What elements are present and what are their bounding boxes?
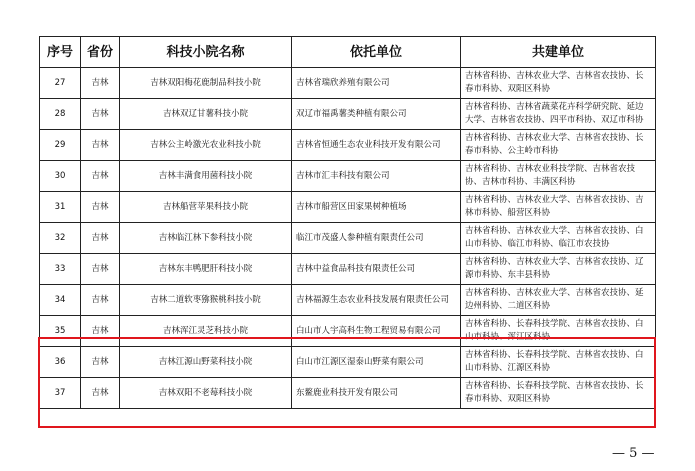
cell-no: 28 bbox=[40, 99, 81, 130]
cell-province: 吉林 bbox=[81, 99, 120, 130]
cell-partners: 吉林省科协、吉林农业大学、吉林省农技协、延边州科协、二道区科协 bbox=[461, 285, 656, 316]
project-table bbox=[39, 36, 656, 409]
table-row bbox=[40, 347, 656, 378]
cell-partners: 吉林省科协、长春科技学院、吉林省农技协、白山市科协、浑江区科协 bbox=[461, 316, 656, 347]
table-row bbox=[40, 130, 656, 161]
cell-province: 吉林 bbox=[81, 161, 120, 192]
cell-no: 30 bbox=[40, 161, 81, 192]
cell-no: 29 bbox=[40, 130, 81, 161]
cell-host: 吉林省恒通生态农业科技开发有限公司 bbox=[292, 130, 461, 161]
table-row bbox=[40, 223, 656, 254]
table-row bbox=[40, 99, 656, 130]
cell-host: 双辽市福禹薯类种植有限公司 bbox=[292, 99, 461, 130]
cell-province: 吉林 bbox=[81, 254, 120, 285]
cell-no: 31 bbox=[40, 192, 81, 223]
cell-name: 吉林二道软枣猕猴桃科技小院 bbox=[120, 285, 292, 316]
cell-name: 吉林丰满食用菌科技小院 bbox=[120, 161, 292, 192]
table-row bbox=[40, 161, 656, 192]
cell-host: 吉林省瑞欣养殖有限公司 bbox=[292, 68, 461, 99]
cell-name: 吉林临江林下参科技小院 bbox=[120, 223, 292, 254]
cell-province: 吉林 bbox=[81, 316, 120, 347]
cell-host: 白山市江源区湿泰山野菜有限公司 bbox=[292, 347, 461, 378]
table-row bbox=[40, 68, 656, 99]
table-header-row bbox=[40, 37, 656, 68]
cell-province: 吉林 bbox=[81, 347, 120, 378]
cell-host: 吉林市船营区田家果树种植场 bbox=[292, 192, 461, 223]
cell-province: 吉林 bbox=[81, 192, 120, 223]
cell-no: 34 bbox=[40, 285, 81, 316]
header-partners: 共建单位 bbox=[461, 37, 656, 68]
cell-partners: 吉林省科协、吉林农业大学、吉林省农技协、吉林市科协、船营区科协 bbox=[461, 192, 656, 223]
cell-name: 吉林浑江灵芝科技小院 bbox=[120, 316, 292, 347]
cell-province: 吉林 bbox=[81, 223, 120, 254]
table-row bbox=[40, 192, 656, 223]
table-body bbox=[40, 68, 656, 409]
table-row bbox=[40, 378, 656, 409]
cell-no: 35 bbox=[40, 316, 81, 347]
cell-partners: 吉林省科协、吉林农业科技学院、吉林省农技协、吉林市科协、丰满区科协 bbox=[461, 161, 656, 192]
cell-no: 37 bbox=[40, 378, 81, 409]
cell-name: 吉林双辽甘薯科技小院 bbox=[120, 99, 292, 130]
cell-name: 吉林东丰鸭肥肝科技小院 bbox=[120, 254, 292, 285]
header-name: 科技小院名称 bbox=[120, 37, 292, 68]
table-row bbox=[40, 254, 656, 285]
header-province: 省份 bbox=[81, 37, 120, 68]
cell-name: 吉林公主岭激光农业科技小院 bbox=[120, 130, 292, 161]
cell-no: 32 bbox=[40, 223, 81, 254]
cell-host: 白山市人宇高科生物工程贸易有限公司 bbox=[292, 316, 461, 347]
cell-province: 吉林 bbox=[81, 285, 120, 316]
cell-host: 吉林中益食品科技有限责任公司 bbox=[292, 254, 461, 285]
header-host: 依托单位 bbox=[292, 37, 461, 68]
cell-partners: 吉林省科协、吉林农业大学、吉林省农技协、长春市科协、双阳区科协 bbox=[461, 68, 656, 99]
cell-name: 吉林船营苹果科技小院 bbox=[120, 192, 292, 223]
cell-no: 36 bbox=[40, 347, 81, 378]
cell-partners: 吉林省科协、吉林农业大学、吉林省农技协、白山市科协、临江市科协、临江市农技协 bbox=[461, 223, 656, 254]
cell-host: 吉林市汇丰科技有限公司 bbox=[292, 161, 461, 192]
table-row bbox=[40, 285, 656, 316]
cell-partners: 吉林省科协、吉林省蔬菜花卉科学研究院、延边大学、吉林省农技协、四平市科协、双辽市科协 bbox=[461, 99, 656, 130]
table-row bbox=[40, 316, 656, 347]
cell-name: 吉林江源山野菜科技小院 bbox=[120, 347, 292, 378]
cell-province: 吉林 bbox=[81, 378, 120, 409]
cell-partners: 吉林省科协、吉林农业大学、吉林省农技协、长春市科协、公主岭市科协 bbox=[461, 130, 656, 161]
cell-host: 临江市茂盛人参种植有限责任公司 bbox=[292, 223, 461, 254]
header-no: 序号 bbox=[40, 37, 81, 68]
cell-province: 吉林 bbox=[81, 68, 120, 99]
cell-province: 吉林 bbox=[81, 130, 120, 161]
cell-partners: 吉林省科协、长春科技学院、吉林省农技协、白山市科协、江源区科协 bbox=[461, 347, 656, 378]
cell-name: 吉林双阳梅花鹿制品科技小院 bbox=[120, 68, 292, 99]
cell-name: 吉林双阳不老莓科技小院 bbox=[120, 378, 292, 409]
page-number: — 5 — bbox=[612, 446, 655, 461]
cell-host: 吉林福源生态农业科技发展有限责任公司 bbox=[292, 285, 461, 316]
cell-host: 东鳌鹿业科技开发有限公司 bbox=[292, 378, 461, 409]
cell-no: 27 bbox=[40, 68, 81, 99]
cell-partners: 吉林省科协、吉林农业大学、吉林省农技协、辽源市科协、东丰县科协 bbox=[461, 254, 656, 285]
cell-no: 33 bbox=[40, 254, 81, 285]
cell-partners: 吉林省科协、长春科技学院、吉林省农技协、长春市科协、双阳区科协 bbox=[461, 378, 656, 409]
